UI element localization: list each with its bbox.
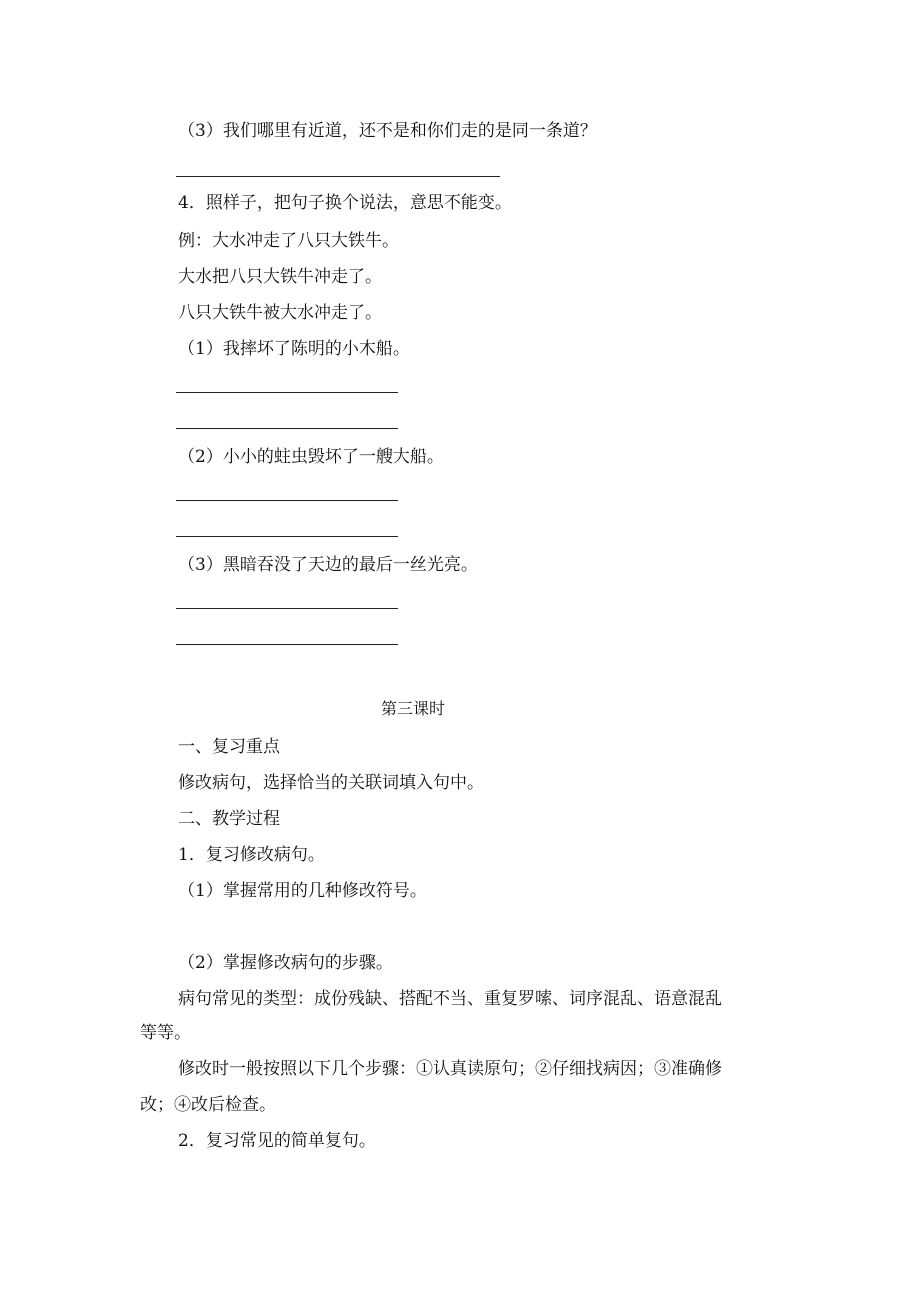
revision-steps-line-2: 改；④改后检查。 bbox=[140, 1095, 276, 1115]
example-answer-a: 大水把八只大铁牛冲走了。 bbox=[178, 267, 382, 287]
step-1: 1．复习修改病句。 bbox=[178, 845, 325, 865]
question-3-prev: （3）我们哪里有近道，还不是和你们走的是同一条道？ bbox=[178, 121, 597, 141]
answer-line bbox=[176, 392, 398, 393]
item-1: （1）我摔坏了陈明的小木船。 bbox=[178, 339, 410, 359]
item-3: （3）黑暗吞没了天边的最后一丝光亮。 bbox=[178, 555, 478, 575]
answer-line bbox=[176, 608, 398, 609]
answer-line bbox=[176, 428, 398, 429]
error-types-line-2: 等等。 bbox=[140, 1023, 191, 1043]
step-1-2: （2）掌握修改病句的步骤。 bbox=[178, 953, 393, 973]
revision-steps-line-1: 修改时一般按照以下几个步骤：①认真读原句；②仔细找病因；③准确修 bbox=[178, 1059, 722, 1079]
answer-line bbox=[176, 500, 398, 501]
step-1-1: （1）掌握常用的几种修改符号。 bbox=[178, 881, 427, 901]
section-heading-2: 二、教学过程 bbox=[178, 809, 280, 829]
item-2: （2）小小的蛀虫毁坏了一艘大船。 bbox=[178, 447, 444, 467]
task-4-instruction: 4．照样子，把句子换个说法，意思不能变。 bbox=[178, 193, 512, 213]
section-heading-1: 一、复习重点 bbox=[178, 737, 280, 757]
review-focus: 修改病句，选择恰当的关联词填入句中。 bbox=[178, 773, 484, 793]
example-answer-b: 八只大铁牛被大水冲走了。 bbox=[178, 303, 382, 323]
example-label: 例：大水冲走了八只大铁牛。 bbox=[178, 231, 399, 251]
lesson-title: 第三课时 bbox=[381, 699, 446, 718]
step-2: 2．复习常见的简单复句。 bbox=[178, 1131, 376, 1151]
answer-line bbox=[176, 536, 398, 537]
error-types-line-1: 病句常见的类型：成份残缺、搭配不当、重复罗嗦、词序混乱、语意混乱 bbox=[178, 989, 722, 1009]
answer-line bbox=[176, 644, 398, 645]
answer-line bbox=[176, 176, 500, 177]
